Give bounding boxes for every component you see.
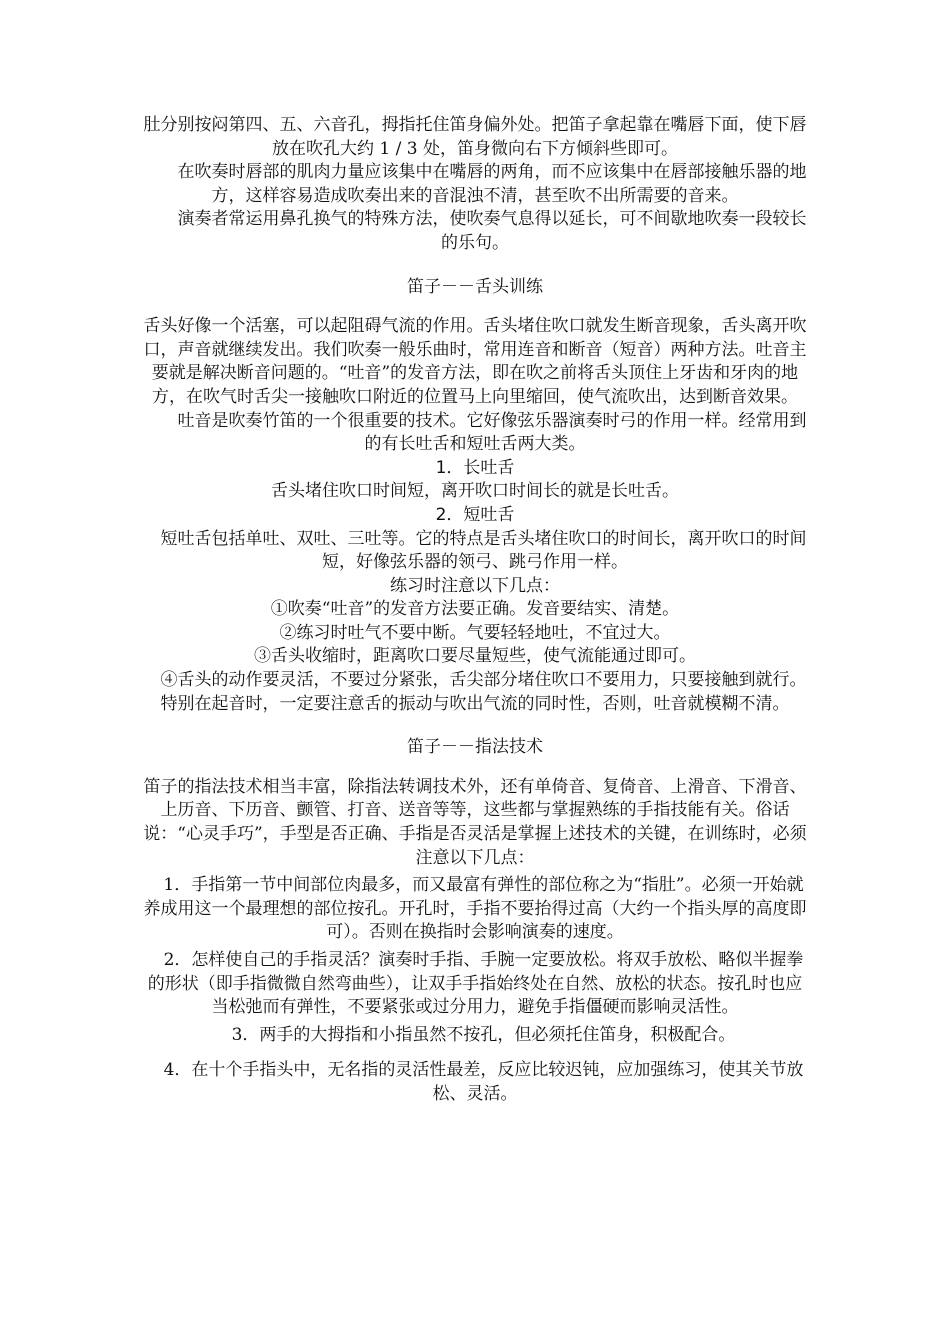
practice-note-3: ③舌头收缩时，距离吹口要尽量短些，使气流能通过即可。 (254, 646, 696, 667)
practice-notes-title: 练习时注意以下几点： (390, 575, 560, 596)
paragraph-tongue-intro: 舌头好像一个活塞，可以起阻碍气流的作用。舌头堵住吹口就发生断音现象，舌头离开吹口，声音就继续发出。我们吹奏一般乐曲时，常用连音和断音（短音）两种方法。吐音主要就是解决断音问题的。“吐音”的发音方法，即在吹之前将舌头顶住上牙齿和牙肉的地方，在吹气时舌尖一接触吹口附近的位置马上向里缩回，使气流吹出，达到断音效果。 (143, 316, 807, 407)
fingering-point-1: 1．手指第一节中间部位肉最多，而又最富有弹性的部位称之为“指肚”。必须一开始就养成用这一个最理想的部位按孔。开孔时，手指不要抬得过高（大约一个指头厚的高度即可）。否则在换指时会影响演奏的速度。 (143, 875, 807, 943)
practice-note-2: ②练习时吐气不要中断。气要轻轻地吐，不宜过大。 (279, 622, 671, 643)
paragraph-embouchure-position: 肚分别按闷第四、五、六音孔，拇指托住笛身偏外处。把笛子拿起靠在嘴唇下面，使下唇放在吹孔大约 1 / 3 处，笛身微向右下方倾斜些即可。 (143, 115, 807, 159)
item-short-tonguing-title: 2．短吐舌 (435, 504, 515, 525)
paragraph-tonguing-importance: 吐音是吹奏竹笛的一个很重要的技术。它好像弦乐器演奏时弓的作用一样。经常用到的有长吐舌和短吐舌两大类。 (143, 410, 807, 455)
fingering-point-3: 3．两手的大拇指和小指虽然不按孔，但必须托住笛身，积极配合。 (214, 1024, 736, 1045)
section-heading-tongue-training: 笛子－－舌头训练 (407, 276, 543, 297)
paragraph-fingering-intro: 笛子的指法技术相当丰富，除指法转调技术外，还有单倚音、复倚音、上滑音、下滑音、上历音、下历音、颤管、打音、送音等等，这些都与掌握熟练的手指技能有关。俗话说：“心灵手巧”，手型是否正确、手指是否灵活是掌握上述技术的关键，在训练时，必须注意以下几点： (143, 776, 807, 868)
paragraph-nasal-breathing: 演奏者常运用鼻孔换气的特殊方法，使吹奏气息得以延长，可不间歇地吹奏一段较长的乐句。 (143, 209, 807, 253)
item-long-tonguing-title: 1．长吐舌 (435, 457, 515, 478)
item-long-tonguing-text: 舌头堵住吹口时间短，离开吹口时间长的就是长吐舌。 (271, 481, 679, 502)
section-heading-fingering-technique: 笛子－－指法技术 (407, 737, 543, 758)
document-page (143, 114, 807, 1107)
paragraph-lip-muscles: 在吹奏时唇部的肌肉力量应该集中在嘴唇的两角，而不应该集中在唇部接触乐器的地方，这样容易造成吹奏出来的音混浊不清，甚至吹不出所需要的音来。 (143, 162, 807, 206)
item-short-tonguing-text: 短吐舌包括单吐、双吐、三吐等。它的特点是舌头堵住吹口的时间长，离开吹口的时间短，好像弦乐器的领弓、跳弓作用一样。 (143, 528, 807, 573)
fingering-point-4: 4．在十个手指头中，无名指的灵活性最差，反应比较迟钝，应加强练习，使其关节放松、灵活。 (146, 1060, 804, 1104)
practice-note-1: ①吹奏“吐音”的发音方法要正确。发音要结实、清楚。 (270, 599, 680, 620)
practice-note-4: ④舌头的动作要灵活，不要过分紧张，舌尖部分堵住吹口不要用力，只要接触到就行。特别在起音时，一定要注意舌的振动与吹出气流的同时性，否则，吐音就模糊不清。 (143, 670, 807, 714)
fingering-point-2: 2．怎样使自己的手指灵活？演奏时手指、手腕一定要放松。将双手放松、略似半握拳的形状（即手指微微自然弯曲些），让双手手指始终处在自然、放松的状态。按孔时也应当松弛而有弹性，不要紧张或过分用力，避免手指僵硬而影响灵活性。 (146, 950, 804, 1018)
